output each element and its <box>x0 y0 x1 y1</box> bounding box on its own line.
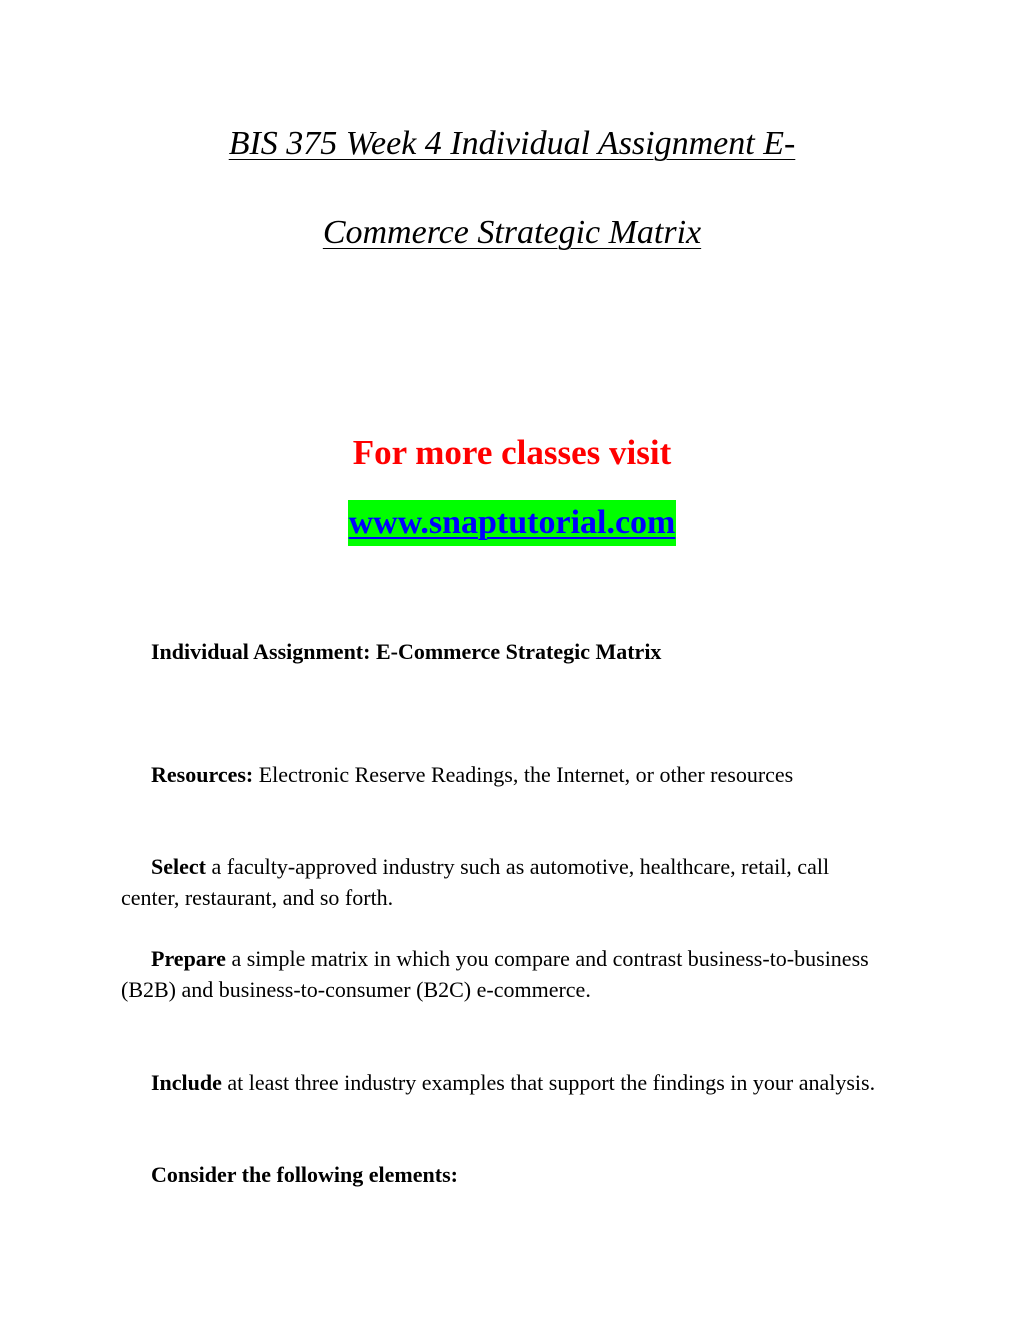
resources-text: Electronic Reserve Readings, the Internet, or other resources <box>253 762 794 787</box>
include-paragraph <box>121 1067 891 1098</box>
resources-label: Resources: <box>151 762 254 787</box>
prepare-paragraph <box>121 943 891 1005</box>
prepare-label: Prepare <box>151 946 226 971</box>
prepare-text: a simple matrix in which you compare and contrast business-to-business (B2B) and business-to-consumer (B2C) e-commerce. <box>121 946 869 1002</box>
document-title-line-1: BIS 375 Week 4 Individual Assignment E- <box>228 125 796 162</box>
promo-link-container <box>0 500 1024 552</box>
resources-paragraph <box>121 759 891 790</box>
select-paragraph <box>121 851 891 913</box>
select-label: Select <box>151 854 206 879</box>
document-title-line-2: Commerce Strategic Matrix <box>322 214 702 251</box>
snaptutorial-link[interactable]: www.snaptutorial.com <box>348 500 677 546</box>
include-text: at least three industry examples that support the findings in your analysis. <box>221 1070 876 1095</box>
consider-heading: Consider the following elements: <box>151 1162 458 1187</box>
promo-text: For more classes visit <box>352 433 672 472</box>
assignment-heading: Individual Assignment: E-Commerce Strategic Matrix <box>151 639 662 664</box>
include-label: Include <box>151 1070 222 1095</box>
select-text: a faculty-approved industry such as automotive, healthcare, retail, call center, restaurant, and so forth. <box>121 854 830 910</box>
